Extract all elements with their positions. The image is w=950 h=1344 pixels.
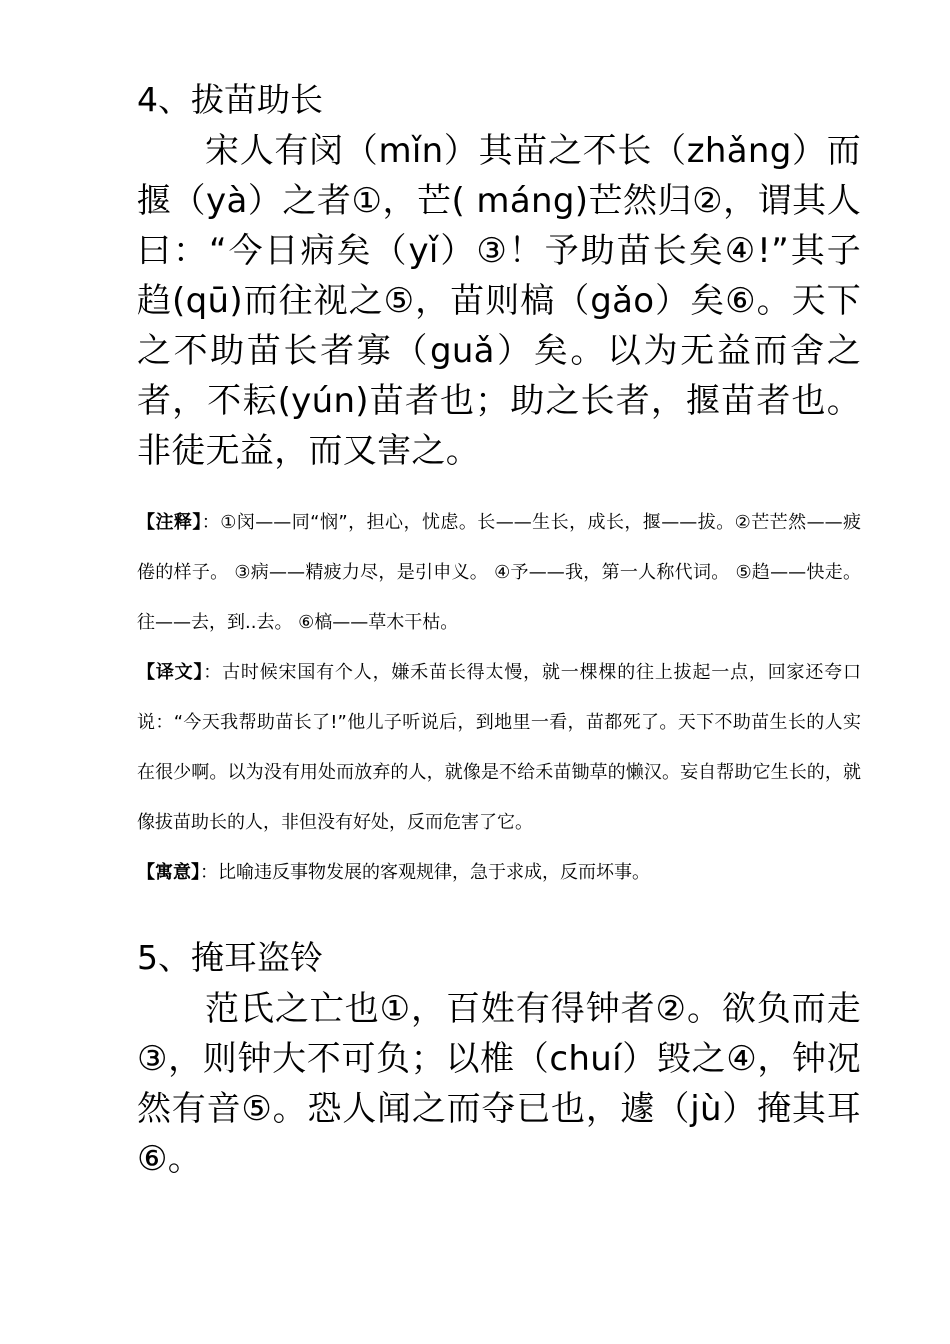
story-5-section [137,936,861,1184]
moral-paragraph [137,848,861,898]
translation-paragraph [137,648,861,848]
translation-text: ：古时候宋国有个人，嫌禾苗长得太慢，就一棵棵的往上拔起一点，回家还夸口说：“今天我帮助苗长了!”他儿子听说后，到地里一看，苗都死了。天下不助苗生长的人实在很少啊。以为没有用处而放弃的人，就像是不给禾苗锄草的懒汉。妄自帮助它生长的，就像拔苗助长的人，非但没有好处，反而危害了它。 [137,662,861,833]
notes-text: ：①闵——同“悯”，担心，忧虑。长——生长，成长，揠——拔。②芒芒然——疲倦的样子。 ③病——精疲力尽，是引申义。 ④予——我，第一人称代词。 ⑤趋——快走。往——去，到..去。 ⑥槁——草木干枯。 [137,512,862,633]
story-5-text: 范氏之亡也①，百姓有得钟者②。欲负而走③，则钟大不可负；以椎（chuí）毁之④，钟况然有音⑤。恐人闻之而夺已也，遽（jù）掩其耳⑥。 [137,989,861,1179]
story-5-title: 5、掩耳盗铃 [137,938,323,977]
translation-label: 【译文】 [137,662,204,683]
moral-label: 【寓意】 [137,862,200,883]
story-4-annotations [137,498,861,898]
moral-text: ：比喻违反事物发展的客观规律，急于求成，反而坏事。 [200,862,650,883]
document-page [137,78,861,1184]
story-4-title: 4、拔苗助长 [137,80,323,119]
story-4-text: 宋人有闵（mǐn）其苗之不长（zhǎng）而揠（yà）之者①，芒( máng)芒然归②，谓其人曰：“今日病矣（yǐ）③！予助苗长矣④!”其子趋(qū)而往视之⑤，苗则槁（gǎo）矣⑥。天下之不助苗长者寡（guǎ）矣。以为无益而舍之者，不耘(yún)苗者也；助之长者，揠苗者也。非徒无益，而又害之。 [137,131,861,471]
notes-label: 【注释】 [137,512,202,533]
notes-paragraph [137,498,861,648]
